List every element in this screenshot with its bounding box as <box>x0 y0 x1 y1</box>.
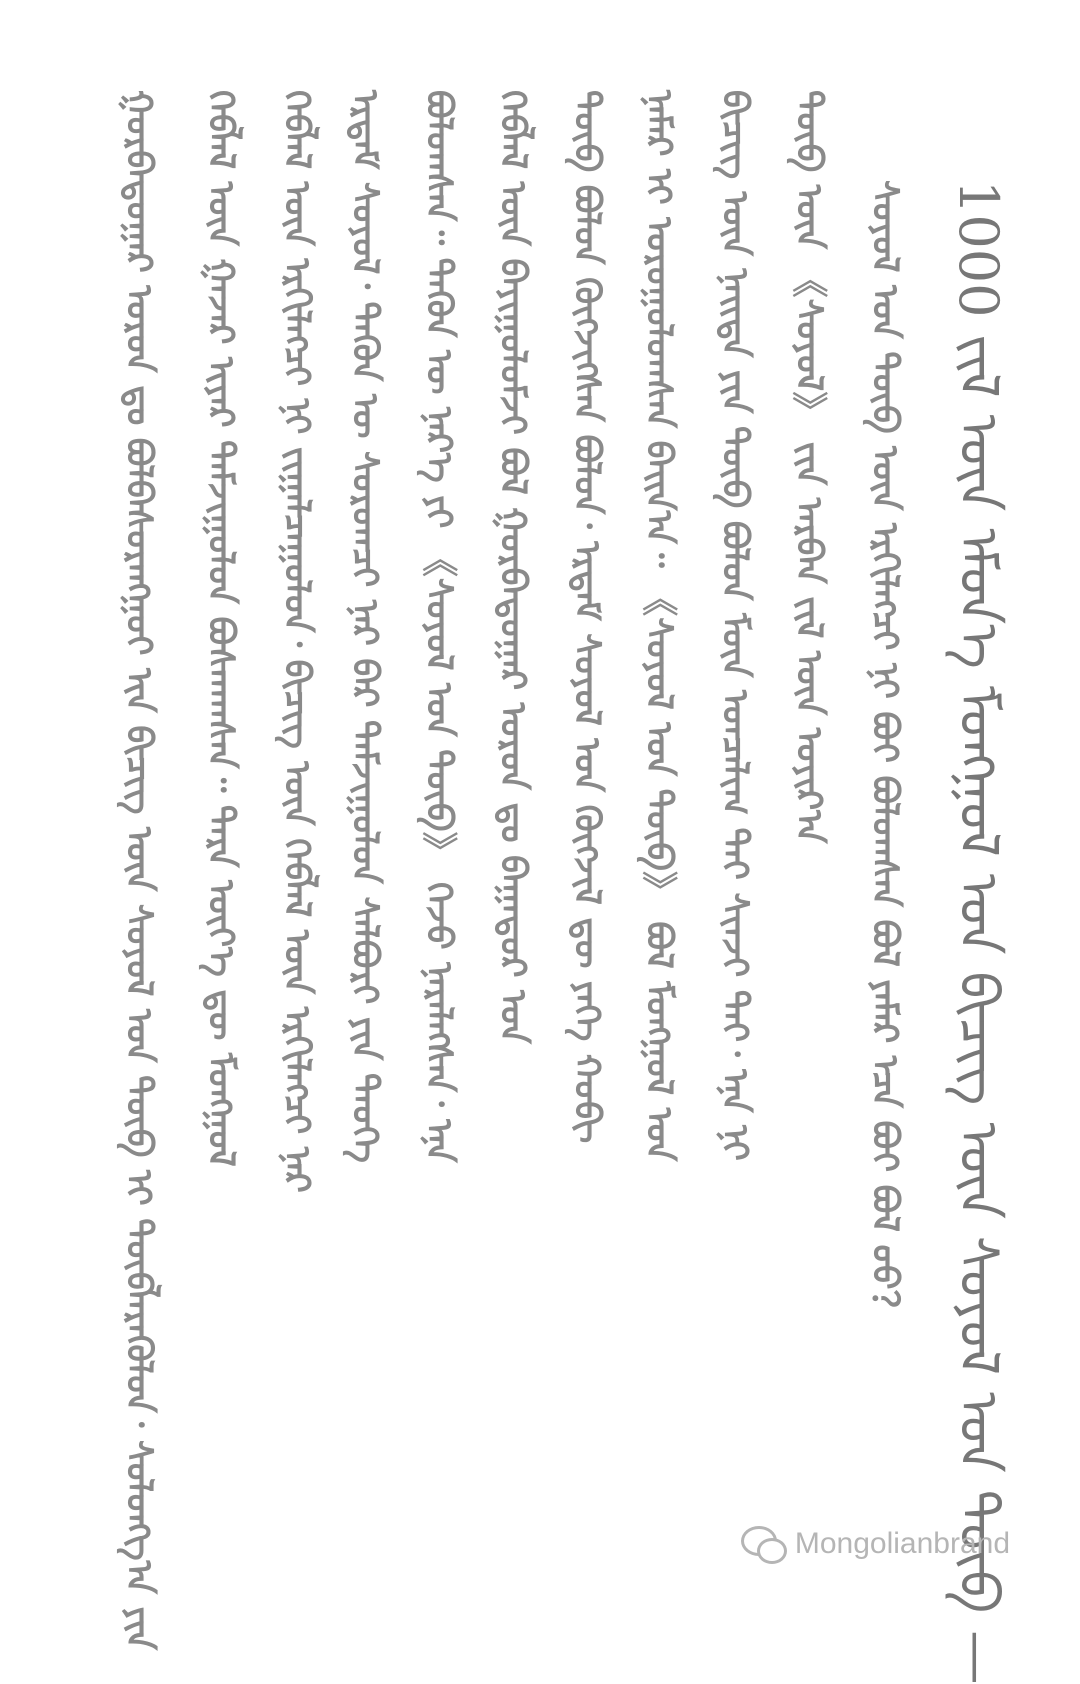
text-column: ᠪᠢᠴᠢᠭ ᠦᠨ ᠨᠡᠢᠲᠡ ᠶᠢᠨ ᠲᠦᠪ ᠪᠣᠯᠤᠨ ᠮᠥᠨ ᠣᠨᠴᠠᠯᠢᠭ ᠲᠠᠢ ᠰᠢᠨᠵᠢ ᠲᠠᠢ᠂ ᠡᠨᠡ ᠨᠢ <box>714 90 755 1161</box>
text-column: ᠲᠥᠪ ᠪᠣᠯᠤᠨ ᠬᠥᠭᠵᠢᠭᠰᠡᠨ ᠪᠣᠯᠤᠨ᠂ ᠡᠷᠳᠡᠮ ᠰᠣᠶᠣᠯ ᠤᠨ ᠬᠥᠭᠵᠢᠯ ᠳᠦ ᠶᠡᠬᠡ ᠬᠤᠪᠢ <box>566 90 607 1144</box>
text-column: ᠰᠣᠶᠣᠯ ᠤᠨ ᠲᠦᠪ ᠦᠨ ᠡᠷᠬᠢᠯᠡᠭᠴᠢ ᠨᠢ ᠪᠤᠢ ᠪᠣᠯᠤᠭᠰᠠᠨ ᠪᠣᠯ ᠶᠠᠮᠠᠷ ᠡᠴᠡ ᠪᠤᠢ ᠪᠣᠯ ᠤᠤ？ <box>864 180 905 1326</box>
text-column: ᠡᠷᠳᠡᠮ ᠰᠣᠶᠣᠯ᠂ ᠲᠡᠭᠦᠨ ᠦ ᠰᠤᠷᠤᠭᠴᠢ ᠨᠠᠷ ᠪᠠᠷ ᠳᠠᠮᠵᠢᠭᠤᠯᠤᠨ ᠰᠠᠯᠪᠤᠷᠢ ᠶᠢᠨ ᠲᠡᠦᠬᠡ <box>344 90 385 1163</box>
watermark-text: Mongolianbrand <box>794 1527 1010 1560</box>
watermark <box>741 1526 1010 1562</box>
wechat-icon <box>741 1526 785 1562</box>
text-column: ᠬᠡᠪᠯᠡᠯ ᠦᠨ ᠡᠷᠬᠢᠯᠡᠭᠴᠢ ᠨᠢ ᠵᠢᠭᠠᠯᠴᠠᠭᠤᠯᠤᠨ᠂ ᠪᠢᠴᠢᠭ ᠦᠨ ᠬᠡᠪᠯᠡᠯ ᠦᠨ ᠡᠷᠬᠢᠯᠡᠭᠴᠢ ᠨᠠᠷ <box>276 90 317 1193</box>
text-column: ᠭᠤᠷᠪᠠᠳᠤᠭᠠᠷ ᠤᠷᠤᠨ ᠳᠤ ᠪᠣᠯᠪᠠᠰᠤᠷᠠᠩᠭᠤᠢ ᠢᠨ ᠪᠢᠴᠢᠭ ᠦᠨ ᠰᠣᠶᠣᠯ ᠤᠨ ᠲᠦᠪ ᠢ ᠲᠥᠪᠯᠡᠷᠡᠭᠦᠯᠦᠨ᠂ ᠰᠣᠯᠣᠩᠭ᠎ᠠ ᠶᠢᠨ <box>118 90 159 1651</box>
text-column: ᠪᠣᠯᠤᠭᠰᠠᠨ᠃ ᠲᠡᠭᠦᠨ ᠦ ᠨᠡᠷ᠎ᠡ ᠶᠢ 《ᠰᠣᠶᠣᠯ ᠤᠨ ᠲᠦᠪ》 ᠭᠡᠵᠦ ᠨᠡᠷᠡᠯᠡᠭᠰᠡᠨ᠂ ᠡᠨᠡ <box>418 90 459 1163</box>
text-column: ᠬᠡᠪᠯᠡᠯ ᠦᠨ ᠪᠠᠶᠢᠭᠤᠯᠤᠮᠵᠢ ᠪᠣᠯ ᠭᠤᠷᠪᠠᠳᠤᠭᠠᠷ ᠤᠷᠤᠨ ᠳᠤ ᠪᠠᠭᠠᠳᠤᠷ ᠤᠨ <box>492 90 533 1044</box>
heading-line: 1000 ᠵᠢᠯ ᠦᠨ ᠡᠮᠦᠨ᠎ᠡ ᠮᠣᠩᠭᠣᠯ ᠤᠨ ᠪᠢᠴᠢᠭ ᠦᠨ ᠰᠣᠶᠣᠯ ᠤᠨ ᠲᠦᠪ — <box>947 180 1010 1684</box>
text-column: ᠨᠡᠮᠡᠷ ᠢ ᠣᠷᠣᠭᠤᠯᠤᠭᠰᠠᠨ ᠪᠠᠢᠨ᠎ᠠ᠃ 《ᠰᠣᠶᠣᠯ ᠤᠨ ᠲᠦᠪ》 ᠪᠣᠯ ᠮᠣᠩᠭᠣᠯ ᠤᠨ <box>638 90 679 1162</box>
text-column: ᠬᠡᠪᠯᠡᠯ ᠦᠨ ᠭᠠᠵᠠᠷ ᠢᠶᠠᠷ ᠳᠠᠮᠵᠢᠭᠤᠯᠤᠨ ᠪᠣᠰᠬᠠᠭᠰᠠᠨ᠃ ᠲᠡᠷᠡ ᠦᠶ᠎ᠡ ᠳᠦ ᠮᠣᠩᠭᠣᠯ <box>200 90 241 1167</box>
text-column: ᠲᠦᠪ ᠦᠨ 《ᠰᠣᠶᠣᠯ》 ᠵᠢᠨ ᠠᠷᠪᠠᠨ ᠵᠢᠯ ᠦᠨ ᠣᠶᠢᠷ᠎ᠠ <box>788 90 829 844</box>
